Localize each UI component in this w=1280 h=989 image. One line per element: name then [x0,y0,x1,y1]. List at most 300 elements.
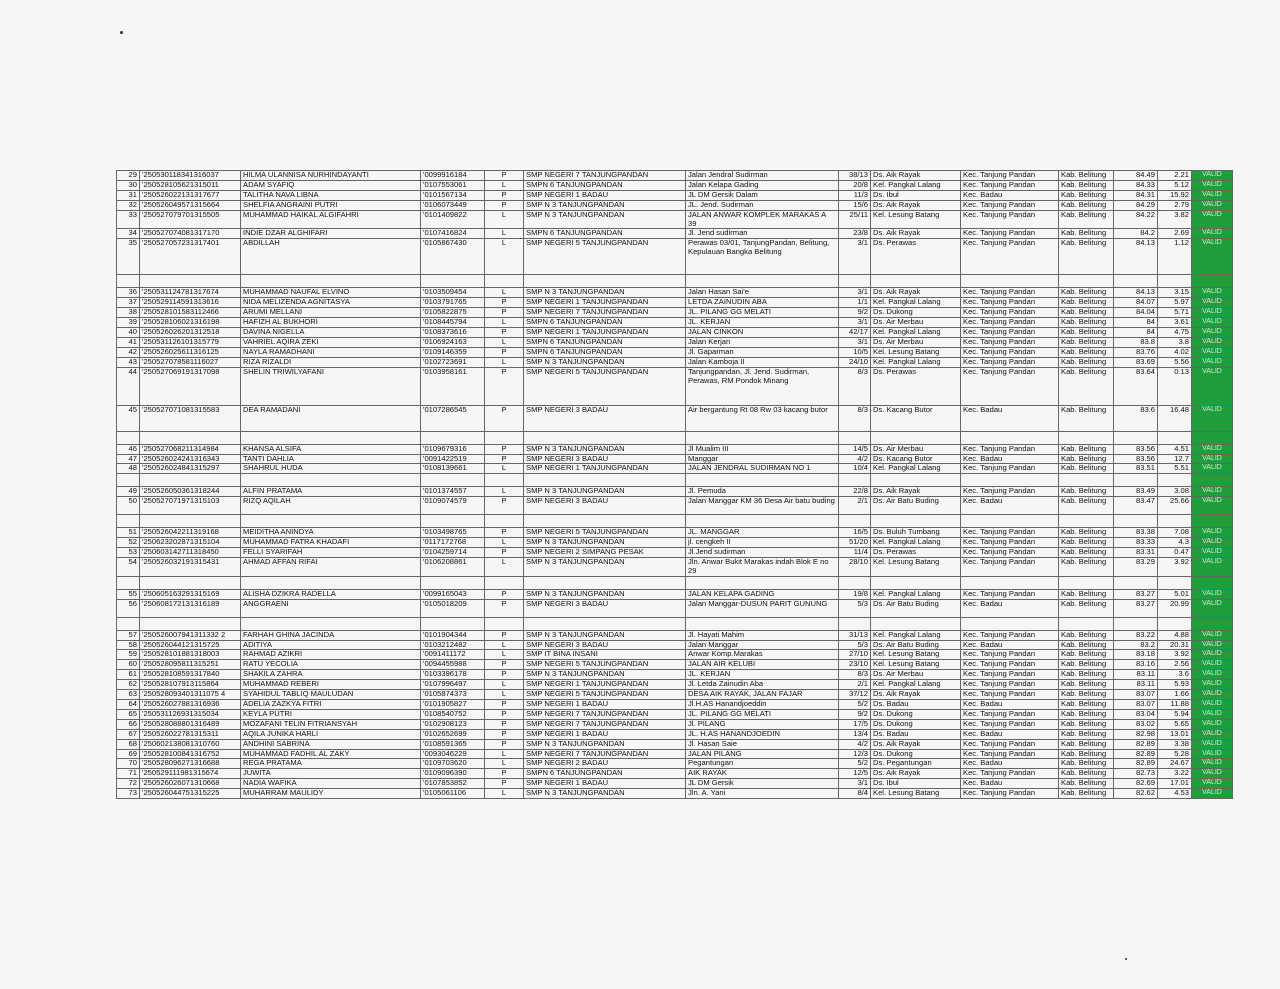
score: 82.73 [1114,769,1158,779]
gender: L [485,180,524,190]
table-row [117,528,1233,538]
distance: 3.6 [1158,670,1192,680]
gender: P [485,769,524,779]
spacer-cell [117,431,140,444]
spacer-cell [1158,431,1192,444]
regency: Kab. Belitung [1059,298,1114,308]
nisn: '0106924163 [421,337,485,347]
table-row [117,190,1233,200]
gender: L [485,229,524,239]
regency: Kab. Belitung [1059,660,1114,670]
table-row [117,749,1233,759]
rt-rw: 38/13 [839,171,871,181]
student-name: TANTI DAHLIA [241,454,421,464]
district: Kec. Tanjung Pandan [961,367,1059,405]
table-row [117,557,1233,576]
district: Kec. Tanjung Pandan [961,327,1059,337]
gender: P [485,454,524,464]
village: Ds. Dukong [871,308,961,318]
origin-school: SMP NEGERI 5 TANJUNGPANDAN [524,660,686,670]
spacer-cell [686,515,839,528]
distance: 5.71 [1158,308,1192,318]
rt-rw: 8/4 [839,789,871,799]
spacer-cell [524,515,686,528]
village: Kel. Pangkal Lalang [871,538,961,548]
student-name: SHAHRUL HUDA [241,464,421,474]
nisn: '0093046229 [421,749,485,759]
score: 84.29 [1114,200,1158,210]
rt-rw: 3/1 [839,239,871,275]
rt-rw: 3/1 [839,779,871,789]
spacer-cell [1158,275,1192,288]
nisn: '0109074579 [421,497,485,515]
score: 82.98 [1114,729,1158,739]
spacer-cell [140,474,241,487]
student-name: INDIE DZAR ALGHIFARI [241,229,421,239]
student-name: ARUMI MELLANI [241,308,421,318]
gender: L [485,789,524,799]
village: Ds. Dukong [871,749,961,759]
distance: 1.12 [1158,239,1192,275]
rt-rw: 9/2 [839,308,871,318]
spacer-cell [1059,576,1114,589]
row-number: 44 [117,367,140,405]
student-name: MUHARRAM MAULIDY [241,789,421,799]
spacer-cell [1158,515,1192,528]
origin-school: SMP N 3 TANJUNGPANDAN [524,210,686,229]
row-number: 64 [117,700,140,710]
spacer-cell [686,576,839,589]
registration-id: '250526024241316343 [140,454,241,464]
address: Jalan Hasan Sai'e [686,288,839,298]
origin-school: SMP NEGERI 1 TANJUNGPANDAN [524,327,686,337]
spacer-cell [421,576,485,589]
distance: 2.79 [1158,200,1192,210]
score: 82.89 [1114,739,1158,749]
nisn: '0101904344 [421,630,485,640]
origin-school: SMP N 3 TANJUNGPANDAN [524,538,686,548]
spacer-cell [117,275,140,288]
rt-rw: 12/3 [839,749,871,759]
row-number: 45 [117,405,140,431]
district: Kec. Tanjung Pandan [961,630,1059,640]
row-number: 60 [117,660,140,670]
village: Ds. Aik Rayak [871,200,961,210]
village: Ds. Badau [871,729,961,739]
row-number: 73 [117,789,140,799]
rt-rw: 24/10 [839,357,871,367]
spacer-cell [117,474,140,487]
distance: 3.38 [1158,739,1192,749]
regency: Kab. Belitung [1059,288,1114,298]
score: 83.04 [1114,709,1158,719]
table-row [117,769,1233,779]
student-name: MUHAMMAD REBERI [241,680,421,690]
gender: P [485,660,524,670]
status-badge: VALID [1192,719,1233,729]
status-badge: VALID [1192,548,1233,558]
student-name: ADAM SYAFIQ [241,180,421,190]
spacer-cell [421,275,485,288]
distance: 4.3 [1158,538,1192,548]
student-name: KEYLA PUTRI [241,709,421,719]
score: 84.49 [1114,171,1158,181]
distance: 16.48 [1158,405,1192,431]
table-row [117,779,1233,789]
distance: 5.51 [1158,464,1192,474]
district: Kec. Tanjung Pandan [961,180,1059,190]
status-badge: VALID [1192,357,1233,367]
distance: 4.88 [1158,630,1192,640]
score: 83.49 [1114,487,1158,497]
spacer-cell [421,431,485,444]
origin-school: SMP NEGERI 5 TANJUNGPANDAN [524,239,686,275]
registration-id: '250527069191317098 [140,367,241,405]
nisn: '0103212482 [421,640,485,650]
address: Jl. PILANG [686,719,839,729]
village: Ds. Aik Rayak [871,229,961,239]
spacer-cell [871,275,961,288]
regency: Kab. Belitung [1059,729,1114,739]
regency: Kab. Belitung [1059,709,1114,719]
distance: 5.93 [1158,680,1192,690]
registration-id: '250528095811315251 [140,660,241,670]
spacer-cell [241,515,421,528]
score: 83.64 [1114,367,1158,405]
score: 83.11 [1114,680,1158,690]
rt-rw: 22/8 [839,487,871,497]
registration-id: '250527057231317401 [140,239,241,275]
registration-id: '250526032191315431 [140,557,241,576]
rt-rw: 5/3 [839,640,871,650]
gender: P [485,630,524,640]
distance: 5.56 [1158,357,1192,367]
distance: 5.65 [1158,719,1192,729]
row-number: 63 [117,690,140,700]
nisn: '0101567134 [421,190,485,200]
status-badge: VALID [1192,190,1233,200]
distance: 2.21 [1158,171,1192,181]
status-badge: VALID [1192,739,1233,749]
address: Perawas 03/01, TanjungPandan, Belitung, Kepulauan Bangka Belitung [686,239,839,275]
registration-id: '250623202871315104 [140,538,241,548]
table-row [117,337,1233,347]
row-spacer [117,474,1233,487]
rt-rw: 5/3 [839,599,871,617]
gender: L [485,487,524,497]
nisn: '0103396178 [421,670,485,680]
spacer-cell [961,275,1059,288]
row-spacer [117,515,1233,528]
row-number: 66 [117,719,140,729]
regency: Kab. Belitung [1059,779,1114,789]
regency: Kab. Belitung [1059,200,1114,210]
spacer-cell [485,515,524,528]
table-row [117,464,1233,474]
distance: 20.99 [1158,599,1192,617]
address: Jl. Gaparman [686,347,839,357]
district: Kec. Tanjung Pandan [961,789,1059,799]
table-row [117,739,1233,749]
address: JALAN JENDRAL SUDIRMAN NO 1 [686,464,839,474]
district: Kec. Badau [961,700,1059,710]
spacer-cell [1192,431,1233,444]
student-name: ALFIN PRATAMA [241,487,421,497]
address: Jalan Kerjan [686,337,839,347]
regency: Kab. Belitung [1059,171,1114,181]
table-row [117,759,1233,769]
score: 83.8 [1114,337,1158,347]
distance: 3.22 [1158,769,1192,779]
spacer-cell [871,515,961,528]
row-number: 65 [117,709,140,719]
address: Air bergantung Rt 08 Rw 03 kacang butor [686,405,839,431]
regency: Kab. Belitung [1059,327,1114,337]
address: Manggar [686,454,839,464]
address: JALAN ANWAR KOMPLEK MARAKAS A 39 [686,210,839,229]
village: Ds. Dukong [871,719,961,729]
status-badge: VALID [1192,347,1233,357]
registration-id: '250528096271316688 [140,759,241,769]
status-badge: VALID [1192,680,1233,690]
distance: 12.7 [1158,454,1192,464]
origin-school: SMP N 3 TANJUNGPANDAN [524,789,686,799]
score: 84 [1114,327,1158,337]
rt-rw: 3/1 [839,288,871,298]
table-row [117,210,1233,229]
origin-school: SMPN 6 TANJUNGPANDAN [524,347,686,357]
spacer-cell [421,474,485,487]
nisn: '0104259714 [421,548,485,558]
rt-rw: 3/1 [839,337,871,347]
row-number: 54 [117,557,140,576]
district: Kec. Tanjung Pandan [961,739,1059,749]
gender: L [485,749,524,759]
score: 83.27 [1114,589,1158,599]
address: JL. KERJAN [686,670,839,680]
village: Ds. Perawas [871,367,961,405]
address: JALAN AIR KELUBI [686,660,839,670]
student-name: ADITIYA [241,640,421,650]
gender: L [485,538,524,548]
district: Kec. Tanjung Pandan [961,589,1059,599]
spacer-cell [1059,515,1114,528]
spacer-cell [839,515,871,528]
student-name: ADELIA ZAZKYA FITRI [241,700,421,710]
score: 84.2 [1114,229,1158,239]
registration-id: '250526026201312518 [140,327,241,337]
distance: 0.47 [1158,548,1192,558]
spacer-cell [1059,617,1114,630]
status-badge: VALID [1192,288,1233,298]
address: Jalan Manggar-DUSUN PARIT GUNUNG [686,599,839,617]
score: 84 [1114,318,1158,328]
table-row [117,487,1233,497]
score: 84.22 [1114,210,1158,229]
table-row [117,367,1233,405]
village: Ds. Aik Rayak [871,690,961,700]
rt-rw: 10/4 [839,464,871,474]
row-number: 38 [117,308,140,318]
spacer-cell [524,275,686,288]
scan-speck [120,31,123,34]
gender: P [485,548,524,558]
status-badge: VALID [1192,327,1233,337]
status-badge: VALID [1192,700,1233,710]
village: Ds. Perawas [871,548,961,558]
district: Kec. Tanjung Pandan [961,769,1059,779]
nisn: '0107853852 [421,779,485,789]
address: JL DM Gersik [686,779,839,789]
distance: 5.01 [1158,589,1192,599]
rt-rw: 42/17 [839,327,871,337]
registration-id: '250603142711318450 [140,548,241,558]
row-number: 57 [117,630,140,640]
student-name: MEIDITHA ANINDYA [241,528,421,538]
distance: 3.92 [1158,557,1192,576]
spacer-cell [839,576,871,589]
table-row [117,405,1233,431]
gender: P [485,444,524,454]
spacer-cell [524,431,686,444]
spacer-cell [140,576,241,589]
spacer-cell [839,474,871,487]
row-number: 53 [117,548,140,558]
gender: P [485,327,524,337]
village: Ds. Badau [871,700,961,710]
spacer-cell [241,576,421,589]
rt-rw: 14/5 [839,444,871,454]
distance: 1.66 [1158,690,1192,700]
row-spacer [117,576,1233,589]
table-row [117,288,1233,298]
distance: 4.75 [1158,327,1192,337]
gender: L [485,318,524,328]
regency: Kab. Belitung [1059,405,1114,431]
regency: Kab. Belitung [1059,599,1114,617]
student-name: FELLI SYARIFAH [241,548,421,558]
nisn: '0107286545 [421,405,485,431]
student-name: MUHAMMAD FATRA KHADAFI [241,538,421,548]
rt-rw: 8/3 [839,367,871,405]
district: Kec. Tanjung Pandan [961,487,1059,497]
registration-id: '250526027881316936 [140,700,241,710]
score: 82.89 [1114,749,1158,759]
origin-school: SMP NEGERI 7 TANJUNGPANDAN [524,719,686,729]
address: JALAN CINKON [686,327,839,337]
village: Ds. Air Merbau [871,444,961,454]
nisn: '0094455988 [421,660,485,670]
origin-school: SMP NEGERI 1 TANJUNGPANDAN [524,298,686,308]
rt-rw: 20/8 [839,180,871,190]
score: 83.33 [1114,538,1158,548]
address: JL DM Gersik Dalam [686,190,839,200]
nisn: '0108540752 [421,709,485,719]
spacer-cell [1114,617,1158,630]
distance: 5.97 [1158,298,1192,308]
row-number: 51 [117,528,140,538]
row-number: 36 [117,288,140,298]
student-name: TALITHA NAVA LIBNA [241,190,421,200]
registration-id: '250528107913115864 [140,680,241,690]
gender: P [485,298,524,308]
registration-id: '250531126931315034 [140,709,241,719]
nisn: '0107416824 [421,229,485,239]
district: Kec. Tanjung Pandan [961,444,1059,454]
address: Jl. Jend sudirman [686,229,839,239]
rt-rw: 1/1 [839,298,871,308]
row-number: 72 [117,779,140,789]
nisn: '0105018209 [421,599,485,617]
table-row [117,640,1233,650]
address: Jl. Hayati Mahim [686,630,839,640]
status-badge: VALID [1192,405,1233,431]
spacer-cell [1192,474,1233,487]
student-name: AHMAD AFFAN RIFAI [241,557,421,576]
registration-id: '250530118341316037 [140,171,241,181]
student-name: MUHAMMAD HAIKAL ALGIFAHRI [241,210,421,229]
district: Kec. Tanjung Pandan [961,464,1059,474]
address: JL. PILANG GG MELATI [686,709,839,719]
origin-school: SMP N 3 TANJUNGPANDAN [524,200,686,210]
origin-school: SMP N 3 TANJUNGPANDAN [524,557,686,576]
gender: P [485,171,524,181]
regency: Kab. Belitung [1059,557,1114,576]
status-badge: VALID [1192,749,1233,759]
row-number: 46 [117,444,140,454]
row-number: 30 [117,180,140,190]
status-badge: VALID [1192,538,1233,548]
row-number: 58 [117,640,140,650]
origin-school: SMP NEGERI 2 SIMPANG PESAK [524,548,686,558]
spacer-cell [1192,617,1233,630]
district: Kec. Tanjung Pandan [961,660,1059,670]
score: 84.13 [1114,239,1158,275]
gender: P [485,729,524,739]
district: Kec. Tanjung Pandan [961,709,1059,719]
distance: 11.88 [1158,700,1192,710]
registration-id: '250528100841316752 [140,749,241,759]
regency: Kab. Belitung [1059,759,1114,769]
nisn: '0109703620 [421,759,485,769]
table-row [117,719,1233,729]
row-number: 56 [117,599,140,617]
district: Kec. Badau [961,497,1059,515]
address: JL. PILANG GG MELATI [686,308,839,318]
origin-school: SMP NEGERI 3 BADAU [524,405,686,431]
rt-rw: 27/10 [839,650,871,660]
status-badge: VALID [1192,769,1233,779]
table-row [117,497,1233,515]
village: Ds. Aik Rayak [871,487,961,497]
origin-school: SMPN 6 TANJUNGPANDAN [524,229,686,239]
origin-school: SMPN 6 TANJUNGPANDAN [524,318,686,328]
address: Jln. A. Yani [686,789,839,799]
rt-rw: 10/5 [839,347,871,357]
spacer-cell [961,431,1059,444]
spacer-cell [485,617,524,630]
score: 84.04 [1114,308,1158,318]
gender: L [485,337,524,347]
registration-id: '250526022131317677 [140,190,241,200]
address: Jl. Pemuda [686,487,839,497]
village: Ds. Dukong [871,709,961,719]
status-badge: VALID [1192,171,1233,181]
status-badge: VALID [1192,789,1233,799]
rt-rw: 11/4 [839,548,871,558]
origin-school: SMP NEGERI 3 BADAU [524,454,686,464]
status-badge: VALID [1192,180,1233,190]
